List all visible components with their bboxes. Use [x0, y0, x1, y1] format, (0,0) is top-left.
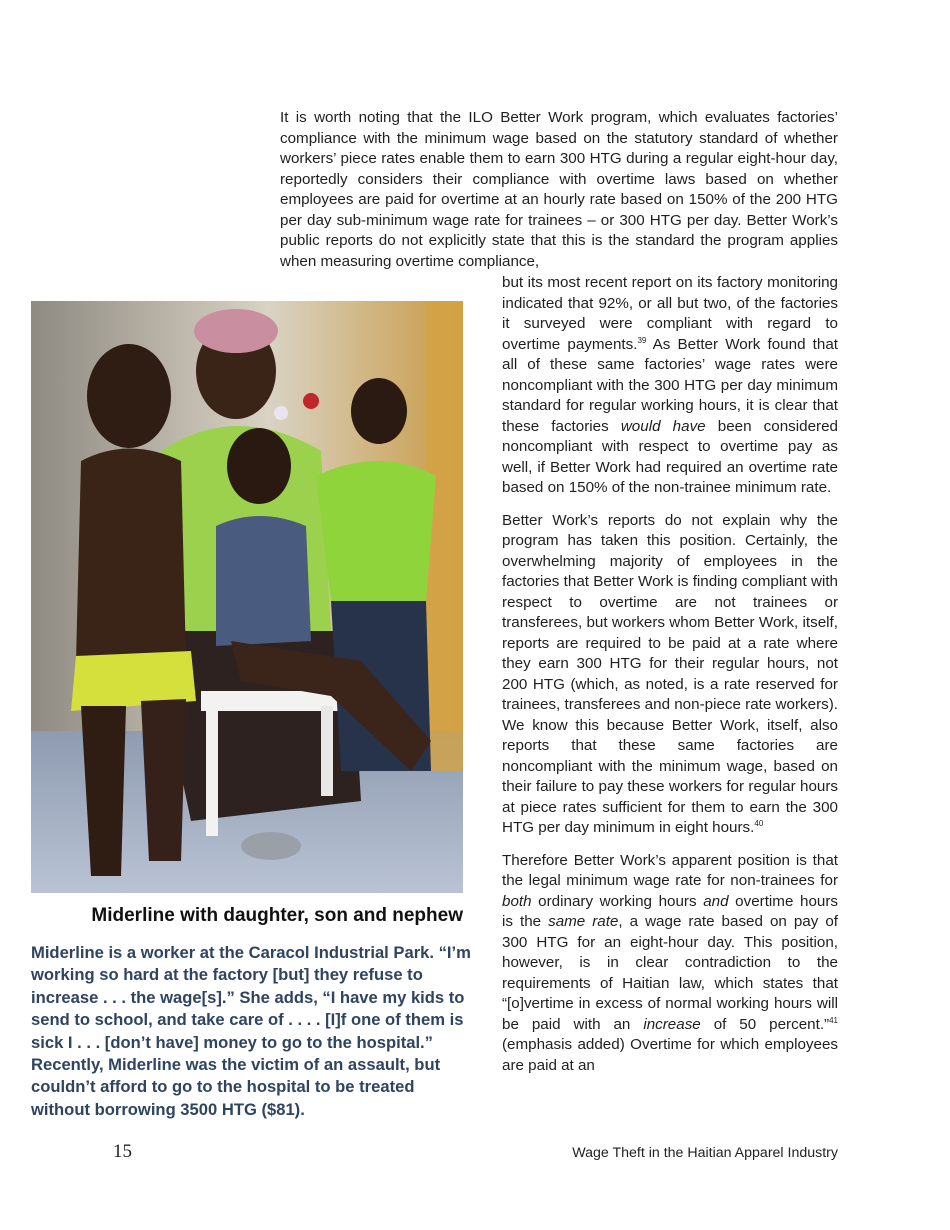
family-photo	[31, 301, 463, 893]
photo-caption: Miderline with daughter, son and nephew	[91, 905, 463, 926]
page-number: 15	[113, 1141, 132, 1162]
main-text-column	[502, 273, 838, 1076]
worker-story: Miderline is a worker at the Caracol Industrial Park. “I’m working so hard at the factory [but] they refuse to increase . . . the wage[s].” She adds, “I have my kids to send to school, and take care of . . . . [I]f one of them is sick I . . . [don’t have] money to go to the hospital.” Recently, Miderline was the victim of an assault, but couldn’t afford to go to the hospital to be treated without borrowing 3500 HTG ($81).	[31, 943, 471, 1119]
running-title: Wage Theft in the Haitian Apparel Industry	[572, 1145, 838, 1161]
family-photo-illustration	[31, 301, 463, 893]
footnote-ref-39: 39	[637, 335, 647, 345]
paragraph-haitian-law: Therefore Better Work’s apparent position is that the legal minimum wage rate for non-trainees for both ordinary working hours and overtime hours is the same rate, a wage rate based on pay of 300 HTG for an eight-hour day. This position, however, is in clear contradiction to the requirements of Haitian law, which states that “[o]vertime in excess of normal working hours will be paid with an increase of 50 percent.”$^{41}$ (emphasis added) Overtime for which employees are paid at an	[502, 851, 838, 1074]
paragraph-better-work-position: Better Work’s reports do not explain why the program has taken this position. Certainly, the overwhelming majority of employees in the factories that Better Work is finding compliant with respect to overtime are not trainees or transferees, but workers whom Better Work, itself, reports are required to be paid at a rate where they earn 300 HTG for their regular hours, not 200 HTG (which, as noted, is a rate reserved for trainees, transferees and non-piece rate workers). We know this because Better Work, itself, also reports that these same factories are noncompliant with the minimum wage, based on their failure to pay these workers for regular hours at piece rates sufficient for them to earn the 300 HTG per day minimum in eight hours.$^{40}$	[502, 511, 838, 836]
intro-paragraph: It is worth noting that the ILO Better Work program, which evaluates factories’ compliance with the minimum wage based on the statutory standard of whether workers’ piece rates enable them to earn 300 HTG during a regular eight-hour day, reportedly considers their compliance with overtime laws based on whether employees are paid for overtime at an hourly rate based on 150% of the 200 HTG per day sub-minimum wage rate for trainees – or 300 HTG per day. Better Work’s public reports do not explicitly state that this is the standard the program applies when measuring overtime compliance,	[280, 109, 838, 270]
footnote-ref-40: 40	[754, 818, 764, 828]
footnote-ref-41: 41	[829, 1015, 838, 1025]
paragraph-overtime-compliance: but its most recent report on its factory monitoring indicated that 92%, or all but two, of the factories it surveyed were compliant with regard to overtime payments.$^{39}$ As Better Work found that all of these same factories’ wage rates were noncompliant with the 300 HTG per day minimum standard for regular working hours, it is clear that these factories would have been considered noncompliant with respect to overtime pay as well, if Better Work had required an overtime rate based on 150% of the non-trainee minimum rate.	[502, 274, 838, 496]
